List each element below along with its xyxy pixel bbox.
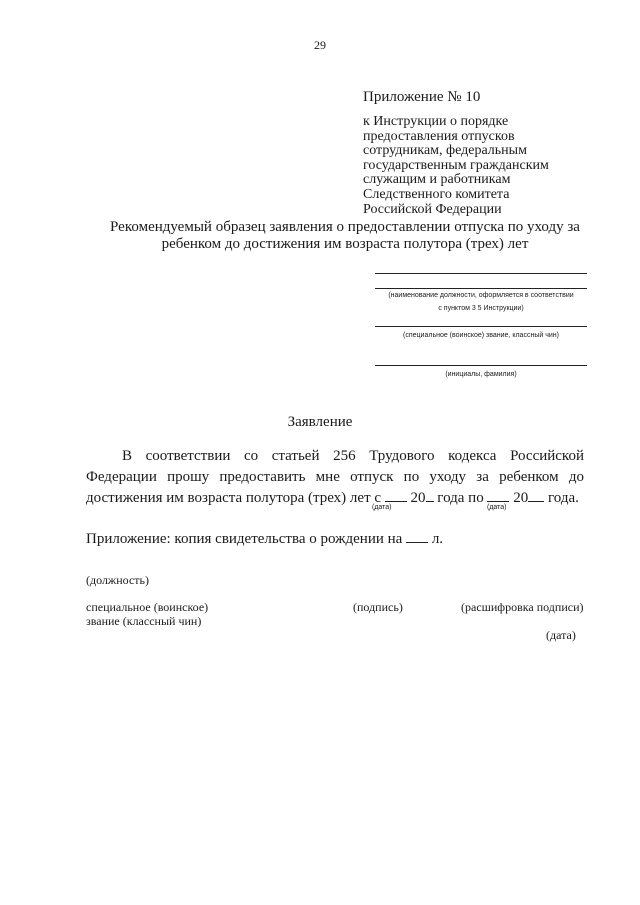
appendix-reference [363,115,623,217]
heading-line-2: ребенком до достижения им возраста полутора (трех) лет [161,236,529,252]
caption-position-2: с пунктом 3 5 Инструкции) [438,305,524,312]
rank-label-2: звание (классный чин) [86,614,202,628]
signature-label: (подпись) [353,600,403,614]
appendix-line: сотрудникам, федеральным [363,143,527,159]
signature-decoding-label: (расшифровка подписи) [461,600,584,614]
statement-paragraph [86,446,584,509]
caption-rank: (специальное (воинское) звание, классный чин) [403,332,559,339]
appendix-line: государственным гражданским [363,157,549,173]
statement-text: года. [547,490,579,506]
date-caption-end: (дата) [487,504,507,511]
caption-position-1: (наименование должности, оформляется в соответствии [388,292,574,299]
caption-name: (инициалы, фамилия) [445,371,517,378]
appendix-line: Российской Федерации [363,201,502,217]
appendix-line: Следственного комитета [363,186,510,202]
statement-line-2: Федерации прошу предоставить мне отпуск по уходу за ребенком до [86,469,584,485]
appendix-title: Приложение № 10 [363,89,481,105]
statement-text: достижения им возраста полутора (трех) лет с [86,490,382,506]
end-year-blank[interactable] [528,489,544,502]
sheet-count-blank[interactable] [406,530,428,543]
addressee-line-4 [375,365,587,366]
date-caption-start: (дата) [372,504,392,511]
statement-text: года по [437,490,484,506]
attachment-line [86,530,443,548]
start-day-blank[interactable] [385,489,407,502]
page-number: 29 [314,38,326,52]
attachment-suffix: л. [431,531,444,547]
statement-text: 20 [410,490,426,506]
attachment-text: Приложение: копия свидетельства о рождении на [86,531,403,547]
addressee-line-1 [375,273,587,274]
statement-title: Заявление [287,414,353,430]
statement-line-3 [86,488,584,509]
statement-text: 20 [513,490,529,506]
appendix-line: к Инструкции о порядке [363,114,509,129]
rank-label-1: специальное (воинское) [86,600,209,614]
document-heading [100,219,590,253]
appendix-line: предоставления отпусков [363,128,515,144]
addressee-line-3 [375,326,587,327]
statement-line-1: В соответствии со статьей 256 Трудового кодекса Российской [122,448,584,464]
appendix-line: служащим и работникам [363,172,511,188]
date-label: (дата) [546,628,576,642]
start-year-blank[interactable] [426,489,434,502]
end-day-blank[interactable] [487,489,509,502]
addressee-line-2 [375,288,587,289]
heading-line-1: Рекомендуемый образец заявления о предоставлении отпуска по уходу за [110,219,580,235]
position-label: (должность) [86,573,149,587]
